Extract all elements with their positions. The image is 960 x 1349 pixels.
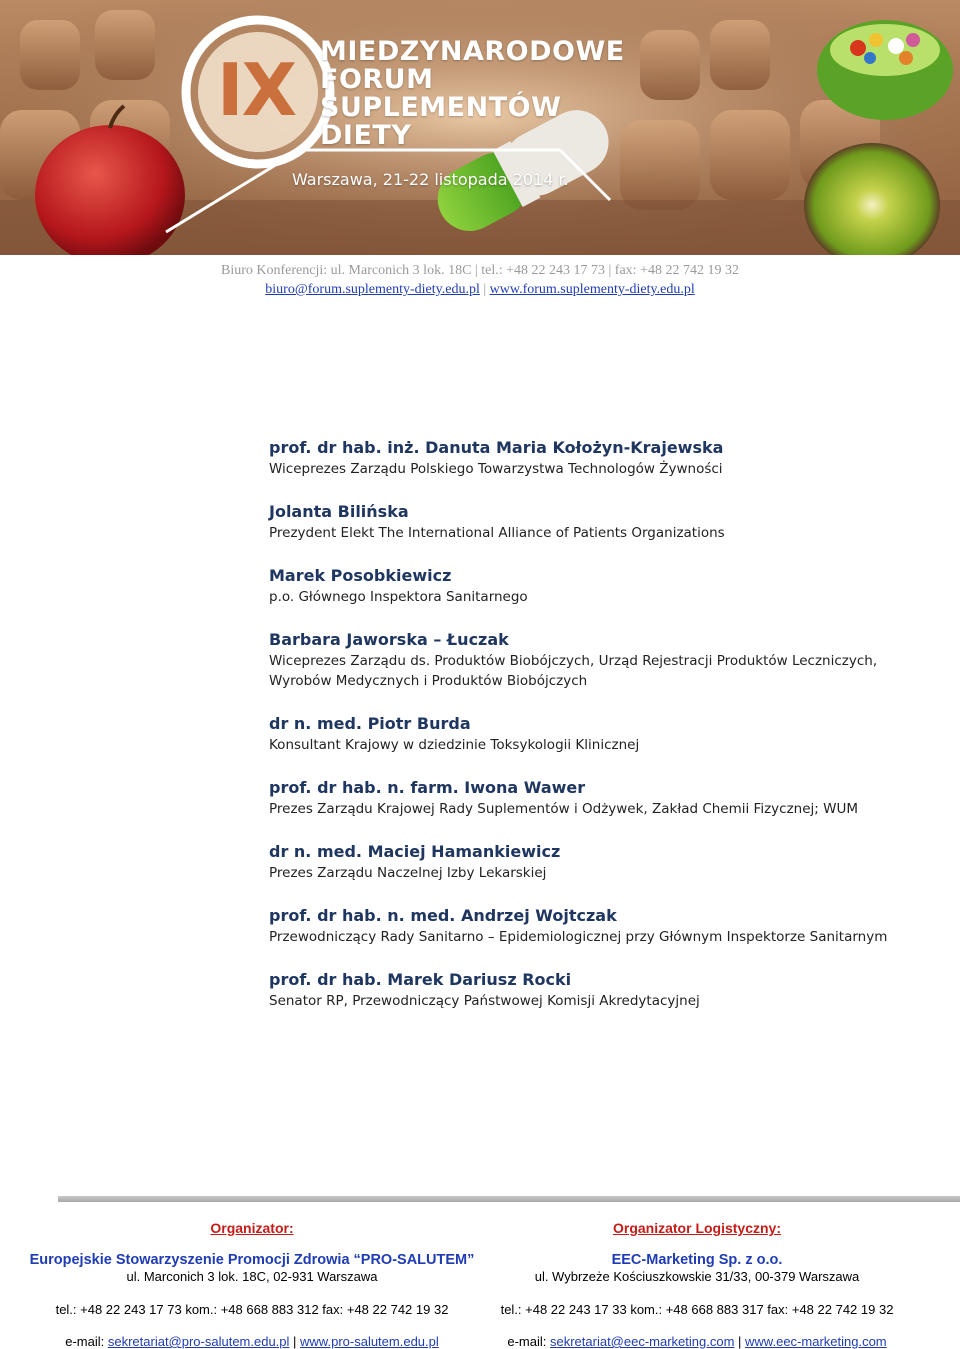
event-date-place: Warszawa, 21-22 listopada 2014 r. xyxy=(292,170,569,189)
person-role: Wiceprezes Zarządu ds. Produktów Biobójczych, Urząd Rejestracji Produktów Leczniczych, Wyrobów Medycznych i Produktów Biobójczych xyxy=(269,653,878,689)
email-prefix: e-mail: xyxy=(65,1334,108,1349)
person-role: Konsultant Krajowy w dziedzinie Toksykologii Klinicznej xyxy=(269,737,640,753)
person-name: prof. dr hab. n. med. Andrzej Wojtczak xyxy=(269,906,617,925)
organizer-email-line xyxy=(14,1334,490,1349)
organizer-block xyxy=(14,1220,490,1349)
email-prefix: e-mail: xyxy=(507,1334,550,1349)
office-links-line xyxy=(0,282,960,298)
link-separator: | xyxy=(483,282,487,297)
person-role: Prezes Zarządu Naczelnej Izby Lekarskiej xyxy=(269,865,547,881)
list-item xyxy=(269,841,929,883)
office-contact-line: Biuro Konferencji: ul. Marconich 3 lok. 18C | tel.: +48 22 243 17 73 | fax: +48 22 742 19 32 xyxy=(221,263,739,278)
person-role: Wiceprezes Zarządu Polskiego Towarzystwa Technologów Żywności xyxy=(269,461,723,477)
person-role: Przewodniczący Rady Sanitarno – Epidemiologicznej przy Głównym Inspektorze Sanitarnym xyxy=(269,929,888,945)
organizer-email-link[interactable]: sekretariat@pro-salutem.edu.pl xyxy=(107,1334,290,1349)
logistics-name: EEC-Marketing Sp. z o.o. xyxy=(611,1252,783,1268)
office-email-link[interactable]: biuro@forum.suplementy-diety.edu.pl xyxy=(265,282,480,297)
person-name: Barbara Jaworska – Łuczak xyxy=(269,630,509,649)
person-role: Prezydent Elekt The International Alliance of Patients Organizations xyxy=(269,525,725,541)
logistics-phone: tel.: +48 22 243 17 33 kom.: +48 668 883 317 fax: +48 22 742 19 32 xyxy=(500,1302,894,1317)
logo-title-line: FORUM xyxy=(320,64,434,95)
footer-divider xyxy=(58,1196,960,1202)
list-item xyxy=(269,969,929,1011)
person-role: Senator RP, Przewodniczący Państwowej Komisji Akredytacyjnej xyxy=(269,993,700,1009)
list-item xyxy=(269,501,929,543)
list-item xyxy=(269,565,929,607)
logo-title-line: SUPLEMENTÓW xyxy=(320,92,562,123)
list-item xyxy=(269,629,929,691)
link-separator: | xyxy=(734,1334,746,1349)
list-item xyxy=(269,713,929,755)
logistics-heading: Organizator Logistyczny: xyxy=(612,1220,782,1236)
logo-title xyxy=(320,36,625,151)
logistics-email-link[interactable]: sekretariat@eec-marketing.com xyxy=(549,1334,735,1349)
person-name: prof. dr hab. inż. Danuta Maria Kołożyn-Krajewska xyxy=(269,438,724,457)
logo-title-line: DIETY xyxy=(320,120,412,151)
organizer-name: Europejskie Stowarzyszenie Promocji Zdrowia “PRO-SALUTEM” xyxy=(29,1252,475,1268)
logistics-address: ul. Wybrzeże Kościuszkowskie 31/33, 00-379 Warszawa xyxy=(534,1269,860,1284)
logo-title-line: MIEDZYNARODOWE xyxy=(320,36,625,67)
person-role: p.o. Głównego Inspektora Sanitarnego xyxy=(269,589,528,605)
person-name: Jolanta Bilińska xyxy=(269,502,409,521)
logistics-organizer-block xyxy=(482,1220,912,1349)
forum-website-link[interactable]: www.forum.suplementy-diety.edu.pl xyxy=(489,282,695,297)
speakers-list xyxy=(269,437,929,1033)
organizer-address: ul. Marconich 3 lok. 18C, 02-931 Warszawa xyxy=(126,1269,378,1284)
person-name: dr n. med. Piotr Burda xyxy=(269,714,471,733)
person-name: Marek Posobkiewicz xyxy=(269,566,452,585)
header-banner xyxy=(0,0,960,255)
person-role: Prezes Zarządu Krajowej Rady Suplementów i Odżywek, Zakład Chemii Fizycznej; WUM xyxy=(269,801,859,817)
logistics-website-link[interactable]: www.eec-marketing.com xyxy=(745,1334,887,1349)
list-item xyxy=(269,777,929,819)
organizer-heading: Organizator: xyxy=(210,1220,294,1236)
list-item xyxy=(269,905,929,947)
logistics-email-line xyxy=(482,1334,912,1349)
person-name: prof. dr hab. Marek Dariusz Rocki xyxy=(269,970,572,989)
link-separator: | xyxy=(289,1334,301,1349)
logo-numeral: IX xyxy=(216,48,296,132)
organizer-phone: tel.: +48 22 243 17 73 kom.: +48 668 883 312 fax: +48 22 742 19 32 xyxy=(55,1302,449,1317)
person-name: dr n. med. Maciej Hamankiewicz xyxy=(269,842,561,861)
person-name: prof. dr hab. n. farm. Iwona Wawer xyxy=(269,778,586,797)
list-item xyxy=(269,437,929,479)
organizer-website-link[interactable]: www.pro-salutem.edu.pl xyxy=(300,1334,439,1349)
